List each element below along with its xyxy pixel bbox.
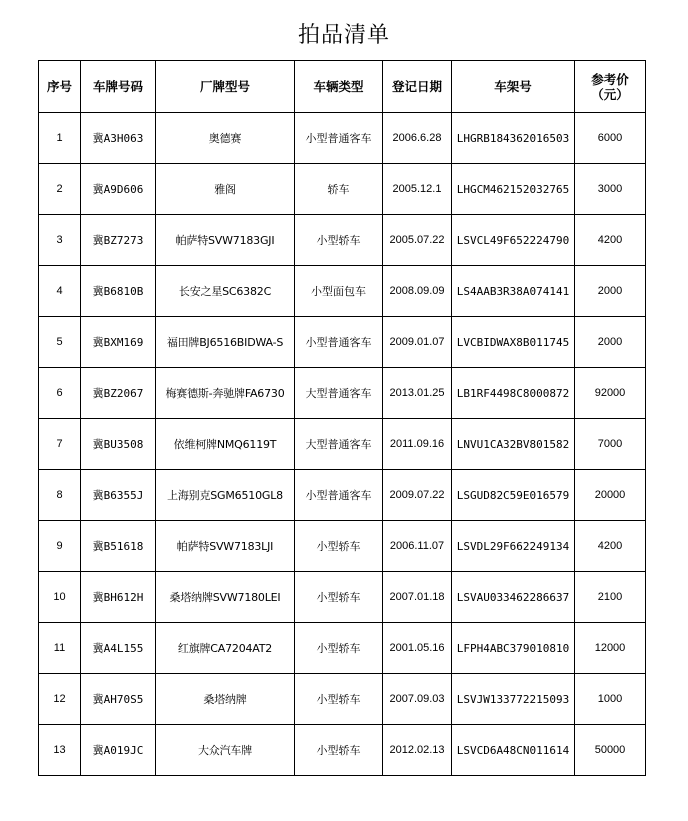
table-row (39, 317, 646, 368)
cell-plate: 冀BH612H (81, 572, 156, 623)
cell-date: 2005.12.1 (383, 164, 452, 215)
cell-price: 6000 (575, 113, 646, 164)
cell-price: 2000 (575, 266, 646, 317)
cell-price: 2100 (575, 572, 646, 623)
cell-index: 6 (39, 368, 81, 419)
cell-type: 轿车 (295, 164, 383, 215)
cell-price: 3000 (575, 164, 646, 215)
cell-type: 大型普通客车 (295, 368, 383, 419)
cell-index: 9 (39, 521, 81, 572)
cell-vin: LVCBIDWAX8B011745 (452, 317, 575, 368)
table-header-row (39, 61, 646, 113)
cell-price: 4200 (575, 215, 646, 266)
cell-price: 20000 (575, 470, 646, 521)
cell-price: 7000 (575, 419, 646, 470)
cell-date: 2007.09.03 (383, 674, 452, 725)
header-date: 登记日期 (383, 61, 452, 113)
cell-date: 2013.01.25 (383, 368, 452, 419)
header-type: 车辆类型 (295, 61, 383, 113)
cell-index: 12 (39, 674, 81, 725)
cell-plate: 冀B6810B (81, 266, 156, 317)
cell-index: 10 (39, 572, 81, 623)
cell-price: 50000 (575, 725, 646, 776)
header-plate: 车牌号码 (81, 61, 156, 113)
table-row (39, 215, 646, 266)
header-index: 序号 (39, 61, 81, 113)
cell-index: 2 (39, 164, 81, 215)
table-row (39, 725, 646, 776)
table-row (39, 674, 646, 725)
cell-vin: LHGRB184362016503 (452, 113, 575, 164)
page-title: 拍品清单 (297, 23, 390, 48)
table-row (39, 572, 646, 623)
header-price-line1: 参考价 (591, 71, 629, 87)
cell-type: 大型普通客车 (295, 419, 383, 470)
cell-plate: 冀A9D606 (81, 164, 156, 215)
cell-type: 小型普通客车 (295, 113, 383, 164)
cell-type: 小型普通客车 (295, 317, 383, 368)
cell-date: 2006.11.07 (383, 521, 452, 572)
cell-type: 小型轿车 (295, 725, 383, 776)
cell-vin: LHGCM462152032765 (452, 164, 575, 215)
cell-plate: 冀BZ2067 (81, 368, 156, 419)
cell-plate: 冀A3H063 (81, 113, 156, 164)
cell-plate: 冀A019JC (81, 725, 156, 776)
cell-model: 桑塔纳牌SVW7180LEI (156, 572, 295, 623)
cell-model: 帕萨特SVW7183LJI (156, 521, 295, 572)
cell-plate: 冀B51618 (81, 521, 156, 572)
cell-vin: LSVCD6A48CN011614 (452, 725, 575, 776)
cell-model: 上海别克SGM6510GL8 (156, 470, 295, 521)
cell-index: 8 (39, 470, 81, 521)
cell-type: 小型轿车 (295, 623, 383, 674)
table-row (39, 368, 646, 419)
cell-plate: 冀B6355J (81, 470, 156, 521)
cell-vin: LSVAU033462286637 (452, 572, 575, 623)
header-price-line2: （元） (591, 86, 629, 102)
cell-type: 小型轿车 (295, 521, 383, 572)
cell-date: 2008.09.09 (383, 266, 452, 317)
cell-model: 桑塔纳牌 (156, 674, 295, 725)
table-row (39, 419, 646, 470)
cell-model: 帕萨特SVW7183GJI (156, 215, 295, 266)
cell-index: 13 (39, 725, 81, 776)
cell-price: 2000 (575, 317, 646, 368)
cell-type: 小型轿车 (295, 674, 383, 725)
cell-index: 5 (39, 317, 81, 368)
cell-index: 11 (39, 623, 81, 674)
cell-model: 雅阁 (156, 164, 295, 215)
cell-type: 小型轿车 (295, 215, 383, 266)
cell-model: 梅赛德斯-奔驰牌FA6730 (156, 368, 295, 419)
cell-plate: 冀BU3508 (81, 419, 156, 470)
cell-index: 3 (39, 215, 81, 266)
table-row (39, 470, 646, 521)
cell-vin: LSVDL29F662249134 (452, 521, 575, 572)
header-price (575, 61, 646, 113)
cell-vin: LSVCL49F652224790 (452, 215, 575, 266)
cell-price: 12000 (575, 623, 646, 674)
header-vin: 车架号 (452, 61, 575, 113)
cell-vin: LSGUD82C59E016579 (452, 470, 575, 521)
cell-vin: LS4AAB3R38A074141 (452, 266, 575, 317)
cell-plate: 冀BZ7273 (81, 215, 156, 266)
cell-date: 2007.01.18 (383, 572, 452, 623)
cell-model: 奥德赛 (156, 113, 295, 164)
cell-date: 2009.01.07 (383, 317, 452, 368)
cell-type: 小型轿车 (295, 572, 383, 623)
cell-price: 92000 (575, 368, 646, 419)
header-model: 厂牌型号 (156, 61, 295, 113)
cell-model: 红旗牌CA7204AT2 (156, 623, 295, 674)
cell-index: 1 (39, 113, 81, 164)
cell-index: 7 (39, 419, 81, 470)
table-row (39, 113, 646, 164)
cell-model: 依维柯牌NMQ6119T (156, 419, 295, 470)
cell-price: 1000 (575, 674, 646, 725)
cell-date: 2009.07.22 (383, 470, 452, 521)
table-row (39, 164, 646, 215)
cell-price: 4200 (575, 521, 646, 572)
cell-date: 2011.09.16 (383, 419, 452, 470)
cell-model: 大众汽车牌 (156, 725, 295, 776)
table-row (39, 266, 646, 317)
cell-type: 小型面包车 (295, 266, 383, 317)
cell-vin: LNVU1CA32BV801582 (452, 419, 575, 470)
cell-model: 福田牌BJ6516BIDWA-S (156, 317, 295, 368)
table-row (39, 623, 646, 674)
cell-plate: 冀AH70S5 (81, 674, 156, 725)
cell-vin: LB1RF4498C8000872 (452, 368, 575, 419)
cell-date: 2006.6.28 (383, 113, 452, 164)
cell-date: 2005.07.22 (383, 215, 452, 266)
cell-index: 4 (39, 266, 81, 317)
cell-date: 2012.02.13 (383, 725, 452, 776)
table-row (39, 521, 646, 572)
cell-model: 长安之星SC6382C (156, 266, 295, 317)
cell-type: 小型普通客车 (295, 470, 383, 521)
cell-date: 2001.05.16 (383, 623, 452, 674)
auction-list-table (38, 60, 646, 776)
cell-vin: LFPH4ABC379010810 (452, 623, 575, 674)
cell-plate: 冀A4L155 (81, 623, 156, 674)
cell-plate: 冀BXM169 (81, 317, 156, 368)
cell-vin: LSVJW133772215093 (452, 674, 575, 725)
